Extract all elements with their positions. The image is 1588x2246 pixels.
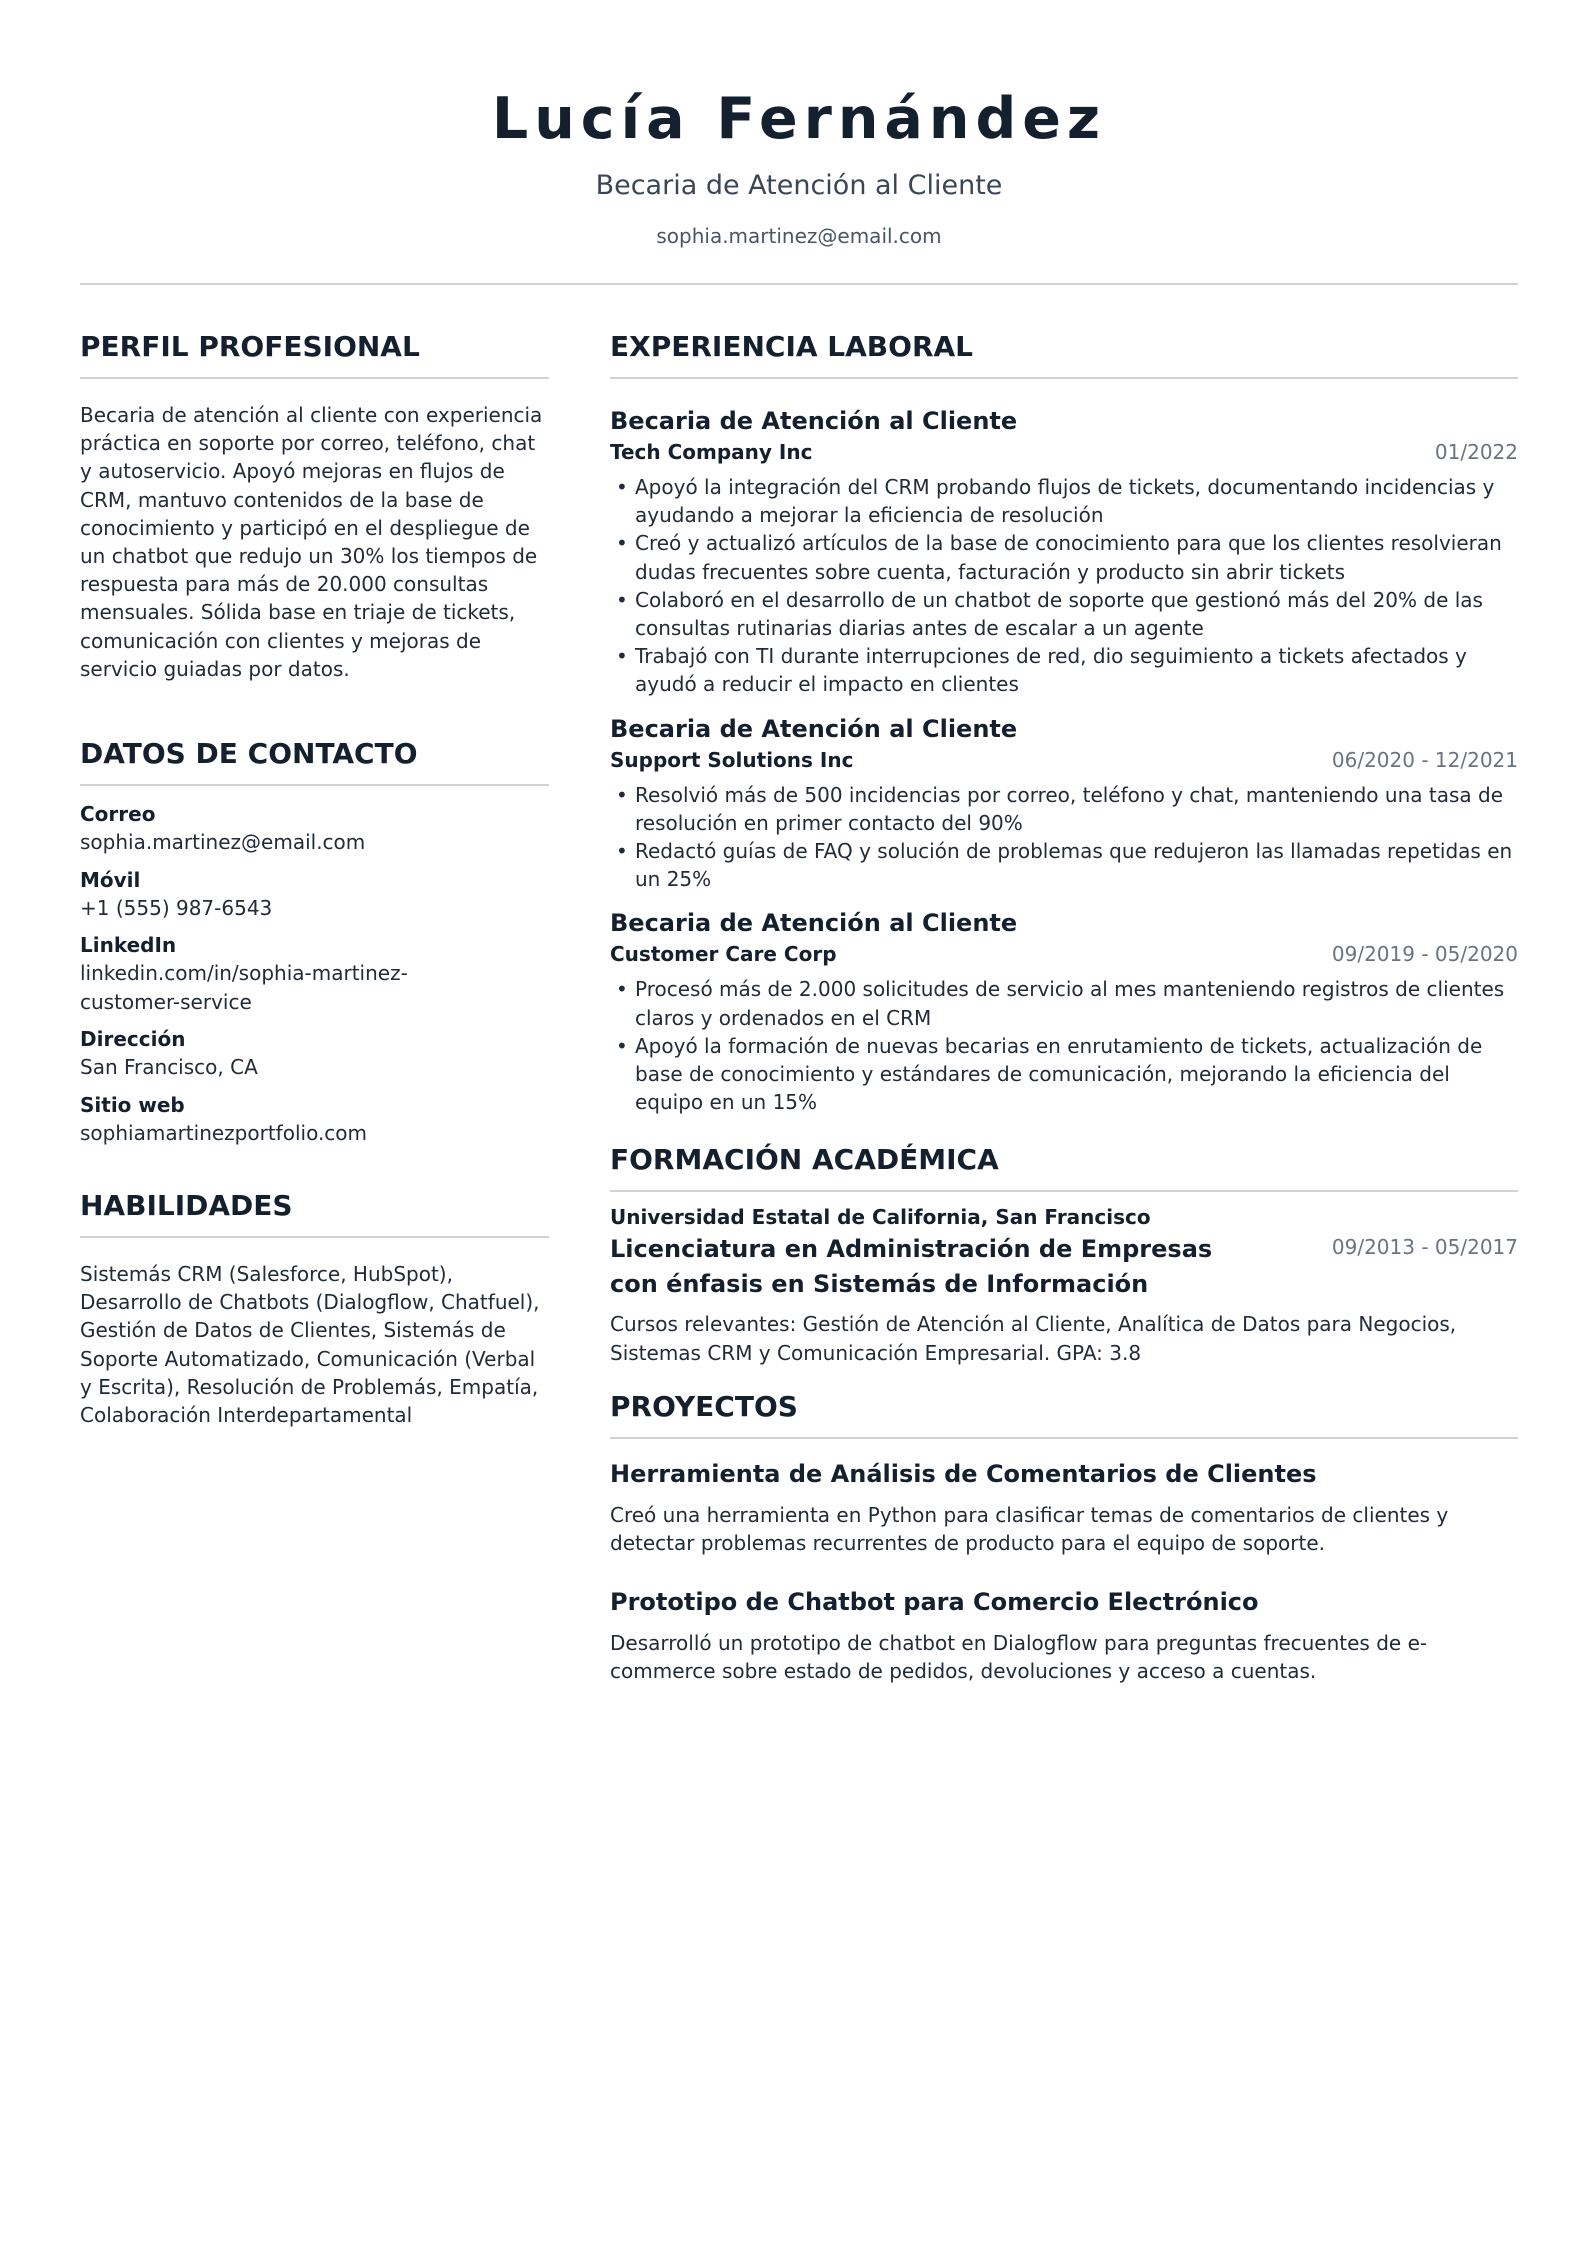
job-date: 01/2022 [1434,440,1518,464]
job-meta [610,939,1518,969]
contact-label: Dirección [80,1027,186,1052]
education-courses: Cursos relevantes: Gestión de Atención al Cliente, Analítica de Datos para Negocios, Sistemas CRM y Comunicación Empresarial. GPA: 3.8 [610,1312,1457,1365]
contact-item-email [80,800,549,857]
skills-text: Sistemás CRM (Salesforce, HubSpot), Desarrollo de Chatbots (Dialogflow, Chatfuel), Gestión de Datos de Clientes, Sistemás de Soporte Automatizado, Comunicación (Verbal y Escrita), Resolución de Problemás, Empatía, Colaboración Interdepartamental [80,1262,540,1428]
job-title: Becaria de Atención al Cliente [610,909,1018,938]
job-date: 06/2020 - 12/2021 [1331,747,1518,772]
header-email: sophia.martinez@email.com [656,224,942,248]
contact-value: sophia.martinez@email.com [80,830,366,855]
profile-text: Becaria de atención al cliente con experiencia práctica en soporte por correo, teléfono, chat y autoservicio. Apoyó mejoras en flujos de CRM, mantuvo contenidos de la base de conocimiento y participó en el despliegue de un chatbot que redujo un 30% los tiempos de respuesta para más de 20.000 consultas mensuales. Sólida base en triaje de tickets, comunicación con clientes y mejoras de servicio guiadas por datos. [80,403,543,681]
job-bullet: • Trabajó con TI durante interrupciones de red, dio seguimiento a tickets afectados y ayudó a reducir el impacto en clientes [610,642,1518,698]
resume-header [80,78,1518,250]
contact-value: +1 (555) 987-6543 [80,895,273,920]
left-column [80,325,549,1429]
profile-section [80,325,549,683]
contact-item-address [80,1025,549,1082]
profile-heading: PERFIL PROFESIONAL [80,325,549,379]
skills-heading: HABILIDADES [80,1184,549,1238]
project-entry [610,1585,1518,1685]
contact-label: Correo [80,802,156,827]
job-bullet: • Resolvió más de 500 incidencias por correo, teléfono y chat, manteniendo una tasa de resolución en primer contacto del 90% [610,781,1518,837]
job-entry [610,907,1518,1116]
job-bullet: • Creó y actualizó artículos de la base de conocimiento para que los clientes resolvieran dudas frecuentes sobre cuenta, facturación y producto sin abrir tickets [610,529,1518,585]
contact-section [80,732,549,1147]
project-title: Herramienta de Análisis de Comentarios de Clientes [610,1459,1317,1488]
education-school: Universidad Estatal de California, San Francisco [610,1205,1151,1230]
job-company: Tech Company Inc [610,440,813,464]
contact-heading: DATOS DE CONTACTO [80,732,549,786]
contact-item-website [80,1091,549,1148]
contact-label: Sitio web [80,1092,185,1117]
education-section [610,1138,1518,1366]
candidate-title: Becaria de Atención al Cliente [595,170,1003,201]
contact-value: linkedin.com/in/sophia-martinez-customer-service [80,961,408,1014]
header-divider [80,283,1518,285]
projects-section [610,1385,1518,1686]
experience-heading: EXPERIENCIA LABORAL [610,325,1518,379]
job-title: Becaria de Atención al Cliente [610,714,1018,743]
job-meta [610,745,1518,775]
project-description: Desarrolló un prototipo de chatbot en Dialogflow para preguntas frecuentes de e-commerce sobre estado de pedidos, devoluciones y acceso a cuentas. [610,1631,1428,1684]
job-bullet: • Apoyó la formación de nuevas becarias en enrutamiento de tickets, actualización de base de conocimiento y estándares de comunicación, mejorando la eficiencia del equipo en un 15% [610,1032,1518,1117]
job-title: Becaria de Atención al Cliente [610,407,1018,435]
job-entry [610,405,1518,699]
job-entry [610,713,1518,894]
candidate-name: Lucía Fernández [491,86,1107,152]
job-bullets [610,975,1518,1116]
skills-section [80,1184,549,1429]
job-bullets [610,473,1518,699]
contact-label: LinkedIn [80,933,177,958]
job-bullet: • Apoyó la integración del CRM probando flujos de tickets, documentando incidencias y ayudando a mejorar la eficiencia de resolución [610,473,1518,529]
project-title: Prototipo de Chatbot para Comercio Electrónico [610,1588,1259,1617]
experience-section [610,325,1518,1116]
education-meta [610,1232,1518,1302]
contact-value: sophiamartinezportfolio.com [80,1120,368,1145]
project-description: Creó una herramienta en Python para clasificar temas de comentarios de clientes y detectar problemas recurrentes de producto para el equipo de soporte. [610,1502,1449,1556]
job-bullets [610,781,1518,894]
right-column [610,325,1518,1686]
contact-list [80,800,549,1147]
education-heading: FORMACIÓN ACADÉMICA [610,1138,1518,1192]
contact-item-mobile [80,866,549,923]
contact-item-linkedin [80,931,549,1016]
job-bullet: • Colaboró en el desarrollo de un chatbot de soporte que gestionó más del 20% de las consultas rutinarias diarias antes de escalar a un agente [610,586,1518,642]
education-date: 09/2013 - 05/2017 [1331,1235,1518,1260]
projects-heading: PROYECTOS [610,1385,1518,1439]
project-entry [610,1457,1518,1557]
job-company: Customer Care Corp [610,942,837,967]
job-bullet: • Redactó guías de FAQ y solución de problemas que redujeron las llamadas repetidas en un 25% [610,837,1518,893]
contact-value: San Francisco, CA [80,1055,258,1080]
education-degree: Licenciatura en Administración de Empresas con énfasis en Sistemás de Información [610,1235,1213,1299]
job-meta [610,437,1518,467]
job-date: 09/2019 - 05/2020 [1331,942,1518,967]
job-bullet: • Procesó más de 2.000 solicitudes de servicio al mes manteniendo registros de clientes claros y ordenados en el CRM [610,975,1518,1031]
job-company: Support Solutions Inc [610,747,854,772]
contact-label: Móvil [80,867,141,892]
